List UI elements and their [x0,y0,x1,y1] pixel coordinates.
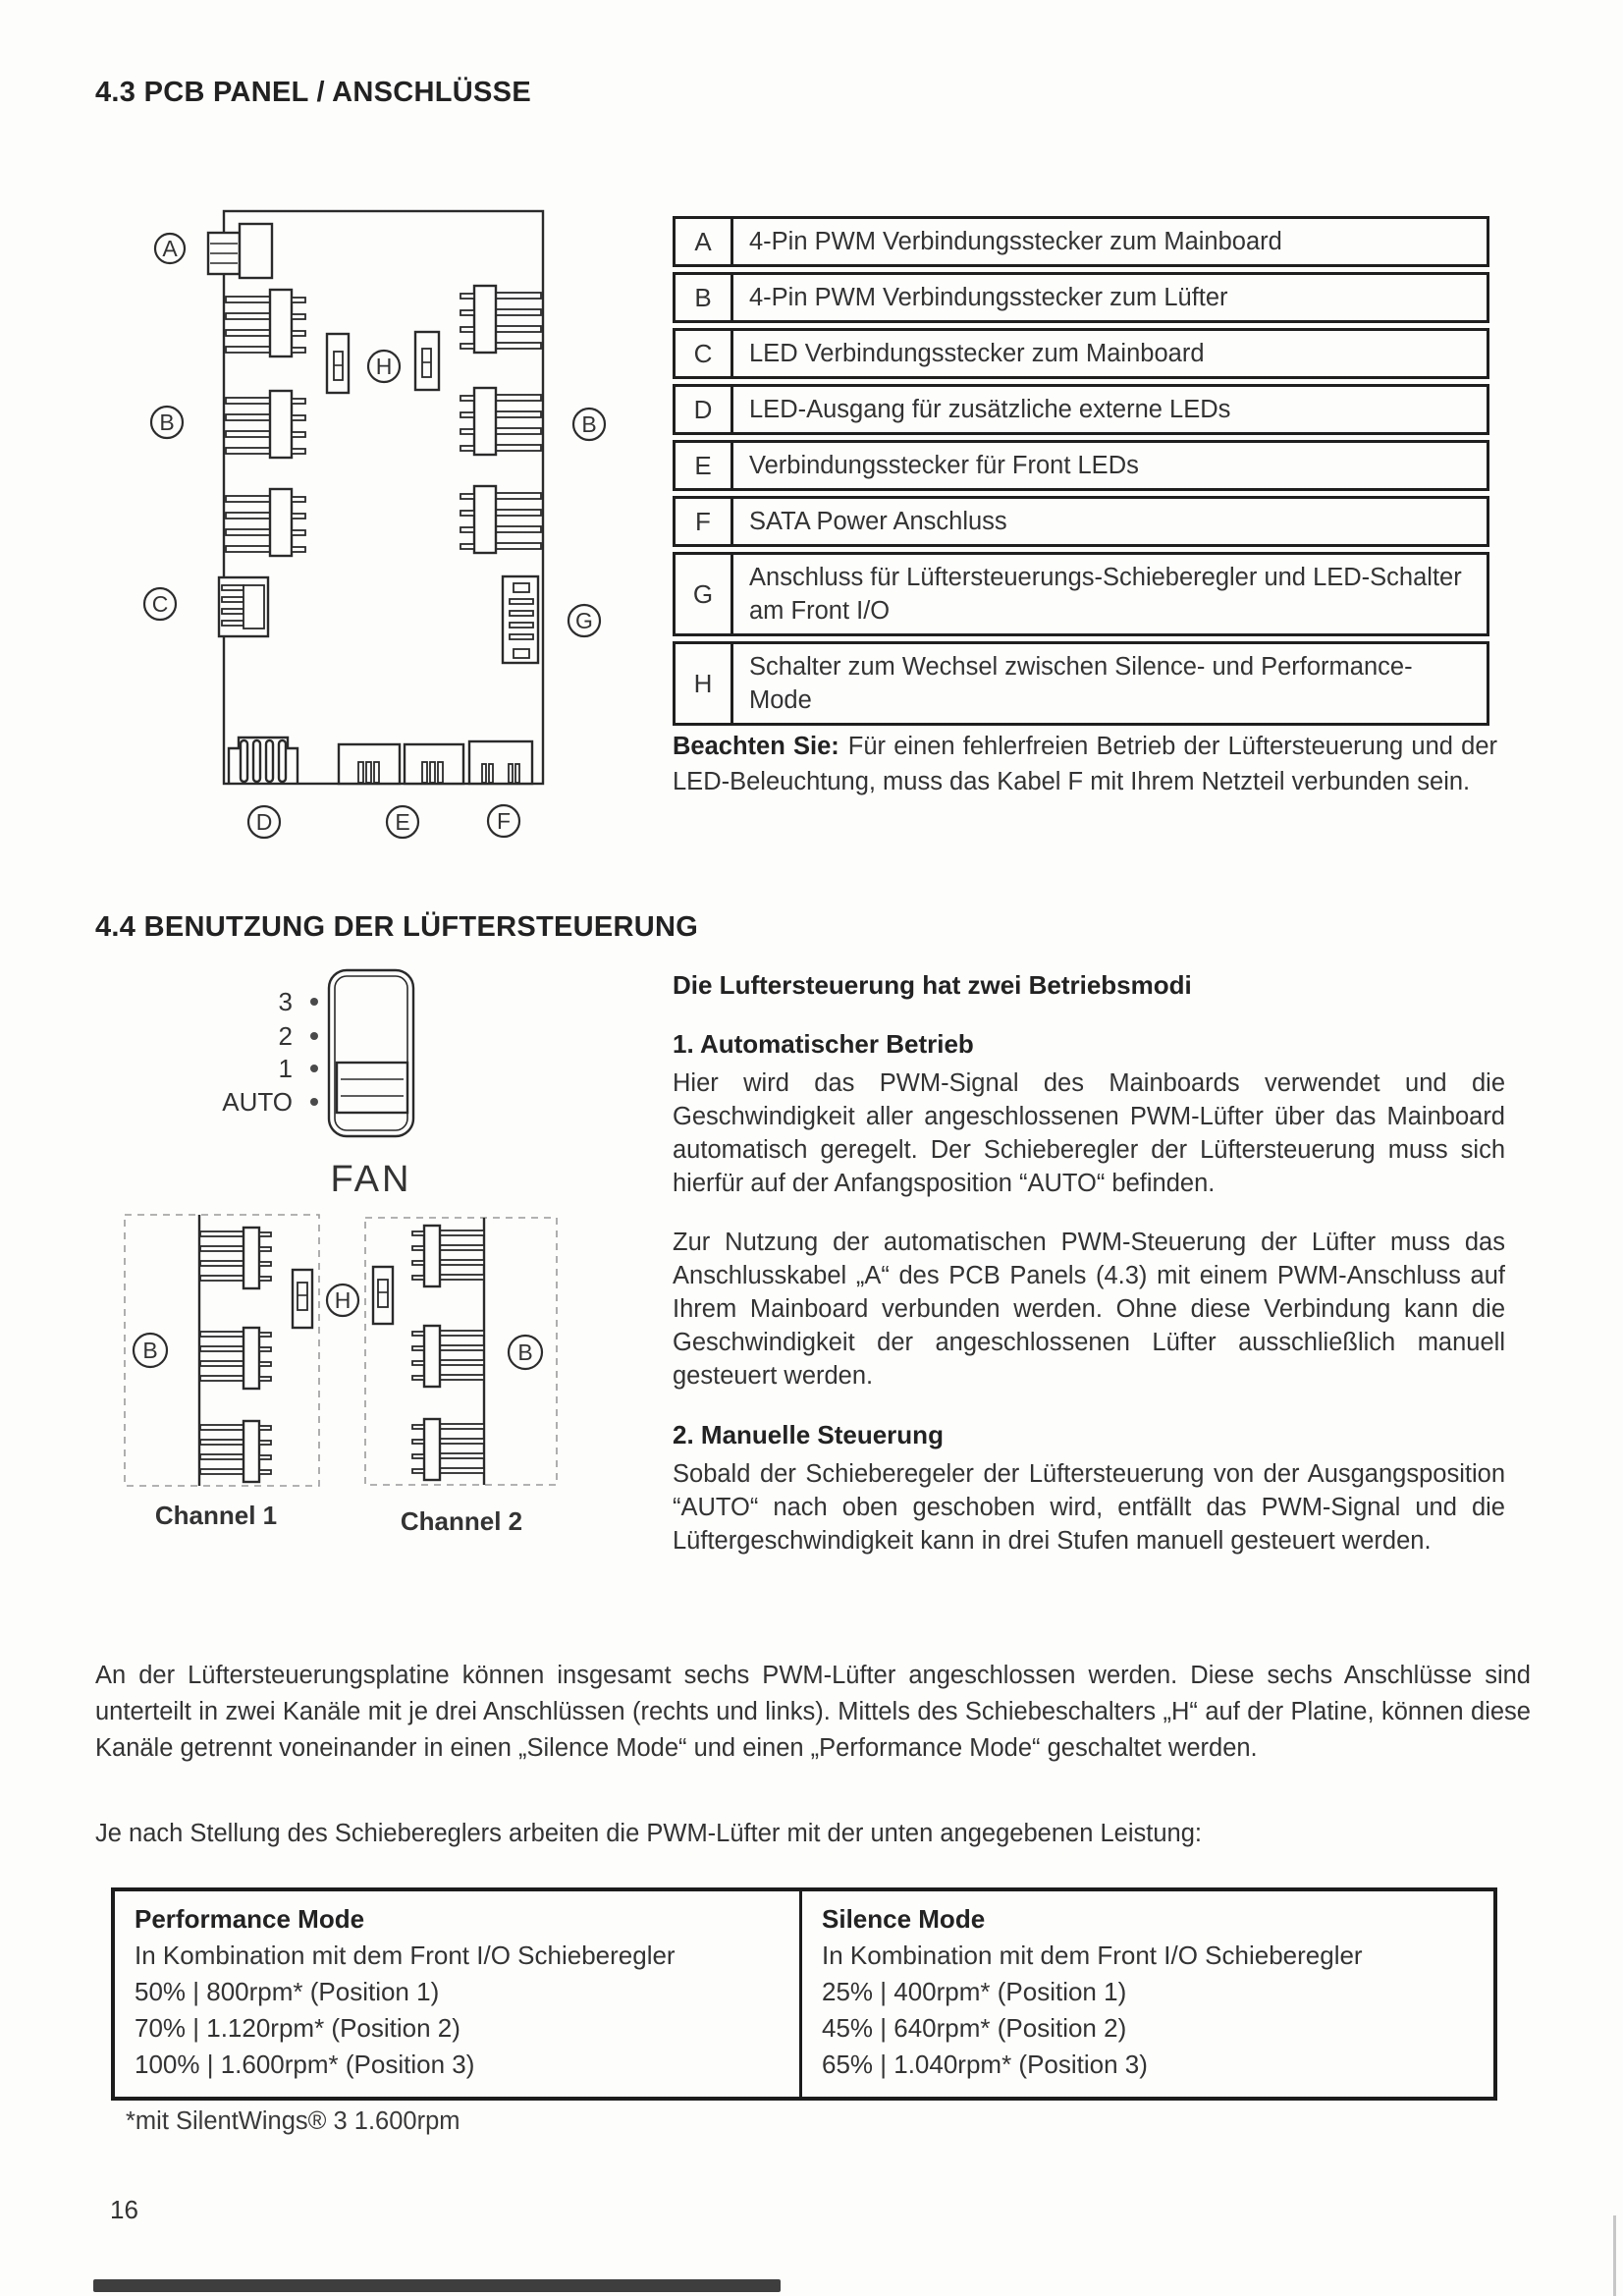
scan-artifact-line [1613,2215,1616,2296]
table-row [673,440,1489,491]
note-lead: Beachten Sie: [673,733,839,760]
label-b-channel1 [134,1334,167,1367]
row-desc: Verbindungsstecker für Front LEDs [749,452,1139,479]
row-desc: 4-Pin PWM Verbindungsstecker zum Mainboard [749,228,1282,255]
svg-text:E: E [395,809,410,835]
row-desc: Schalter zum Wechsel zwischen Silence- und Performance-Mode [749,653,1413,714]
row-desc: LED Verbindungsstecker zum Mainboard [749,340,1205,367]
section-43-title: 4.3 PCB PANEL / ANSCHLÜSSE [95,77,531,108]
label-h [327,1285,358,1316]
row-key: H [676,644,733,723]
row-key: C [676,331,733,376]
performance-mode-cell [115,1891,802,2097]
row-key: B [676,275,733,320]
label-b-channel2 [509,1336,542,1369]
fan-slider-diagram [147,967,461,1208]
svg-text:3: 3 [278,987,293,1016]
row-key: F [676,499,733,544]
page-number: 16 [110,2195,138,2224]
label-e [387,806,418,838]
fan-channels-diagram [93,1210,663,1544]
silence-line: 45% | 640rpm* (Position 2) [822,2013,1127,2043]
silence-mode-cell [802,1891,1493,2097]
row-desc: SATA Power Anschluss [749,508,1007,535]
mode-table [111,1887,1497,2101]
pcb-panel-diagram [93,137,623,864]
label-g [568,605,600,636]
table-row [673,552,1489,636]
channel1-caption: Channel 1 [154,1501,278,1530]
row-key: E [676,443,733,488]
connector-g [503,576,538,663]
mode-switch-left-icon [327,334,349,393]
section-44-title: 4.4 BENUTZUNG DER LÜFTERSTEUERUNG [95,911,699,943]
label-b-right [573,409,605,440]
svg-text:B: B [159,410,175,435]
auto-mode-heading: 1. Automatischer Betrieb [673,1029,974,1059]
silence-mode-title: Silence Mode [822,1904,986,1934]
label-b-left [151,407,183,438]
svg-text:D: D [255,809,273,835]
label-c [144,588,176,620]
scan-artifact-bar [93,2279,781,2292]
section-44-text-column [673,968,1505,1558]
row-key: A [676,219,733,264]
auto-mode-paragraph-2: Zur Nutzung der automatischen PWM-Steuerung der Lüfter muss das Anschlusskabel „A“ des PCB Panels (4.3) mit einem PWM-Anschluss auf Ihrem Mainboard verbunden werden. Ohne diese Verbindung kann die Geschwindigkeit der angeschlossenen Lüfter ausschließlich manuell gesteuert werden. [673,1229,1505,1390]
row-key: D [676,387,733,432]
table-row [673,328,1489,379]
note-text: Für einen fehlerfreien Betrieb der Lüftersteuerung und der LED-Beleuchtung, muss das Kabel F mit Ihrem Netzteil verbunden sein. [673,733,1497,795]
slider-position-dots [310,998,318,1106]
performance-mode-title: Performance Mode [135,1904,365,1934]
svg-text:2: 2 [278,1021,293,1051]
table-row [673,641,1489,726]
table-row [673,272,1489,323]
table-row [673,216,1489,267]
table-row [673,496,1489,547]
row-key: G [676,555,733,633]
silence-line: 25% | 400rpm* (Position 1) [822,1977,1127,2006]
performance-line: 50% | 800rpm* (Position 1) [135,1977,440,2006]
performance-line: 100% | 1.600rpm* (Position 3) [135,2050,475,2079]
svg-text:B: B [142,1338,158,1363]
svg-text:1: 1 [278,1054,293,1083]
modes-heading: Die Luftersteuerung hat zwei Betriebsmodi [673,970,1192,1000]
slider-knob [337,1063,407,1113]
mode-switch-right-icon [415,332,439,390]
label-a [155,234,185,263]
note-paragraph [673,729,1497,799]
connector-f [469,741,532,784]
channel1-headers [200,1228,271,1482]
performance-line: In Kombination mit dem Front I/O Schieberegler [135,1941,676,1970]
svg-text:C: C [151,591,169,617]
row-desc: LED-Ausgang für zusätzliche externe LEDs [749,396,1231,423]
connector-a [208,224,272,278]
channel2-headers [412,1226,484,1480]
connector-table [673,216,1489,731]
svg-text:A: A [162,236,178,261]
svg-text:H: H [375,354,393,379]
svg-text:AUTO: AUTO [222,1087,293,1117]
slider-position-labels [222,987,293,1117]
silence-line: 65% | 1.040rpm* (Position 3) [822,2050,1148,2079]
channels-paragraph: An der Lüftersteuerungsplatine können insgesamt sechs PWM-Lüfter angeschlossen werden. Diese sechs Anschlüsse sind unterteilt in zwei Kanäle mit je drei Anschlüssen (rechts und links). Mittels des Schiebeschalters „H“ auf der Platine, können diese Kanäle getrennt voneinander in einen „Silence Mode“ und einen „Performance Mode“ geschaltet werden. [95,1662,1531,1762]
table-row [673,384,1489,435]
label-d [248,806,280,838]
row-desc: 4-Pin PWM Verbindungsstecker zum Lüfter [749,284,1228,311]
footnote: *mit SilentWings® 3 1.600rpm [126,2107,460,2135]
label-f [488,805,519,837]
svg-text:B: B [517,1339,533,1365]
performance-line: 70% | 1.120rpm* (Position 2) [135,2013,460,2043]
channel2-mode-switch-icon [373,1267,393,1324]
manual-mode-heading: 2. Manuelle Steuerung [673,1420,944,1449]
channel2-caption: Channel 2 [400,1506,523,1536]
channel1-mode-switch-icon [293,1270,312,1328]
auto-mode-paragraph-1: Hier wird das PWM-Signal des Mainboards verwendet und die Geschwindigkeit aller angeschlossenen PWM-Lüfter über das Mainboard automatisch geregelt. Der Schieberegler der Lüftersteuerung muss sich hierfür auf der Anfangsposition “AUTO“ befinden. [673,1069,1505,1197]
row-desc: Anschluss für Lüftersteuerungs-Schieberegler und LED-Schalter am Front I/O [749,564,1462,625]
svg-text:B: B [581,411,597,437]
slider-positions-paragraph: Je nach Stellung des Schiebereglers arbeiten die PWM-Lüfter mit der unten angegebenen Leistung: [95,1820,1202,1847]
manual-mode-paragraph: Sobald der Schieberegeler der Lüftersteuerung von der Ausgangsposition “AUTO“ nach oben geschoben wird, entfällt das PWM-Signal und die Lüftergeschwindigkeit kann in drei Stufen manuell gesteuert werden. [673,1460,1505,1555]
fan-caption: FAN [330,1159,412,1200]
silence-line: In Kombination mit dem Front I/O Schieberegler [822,1941,1363,1970]
svg-text:F: F [496,808,512,834]
svg-text:H: H [334,1287,352,1313]
svg-text:G: G [575,608,593,633]
connector-c [219,577,268,636]
